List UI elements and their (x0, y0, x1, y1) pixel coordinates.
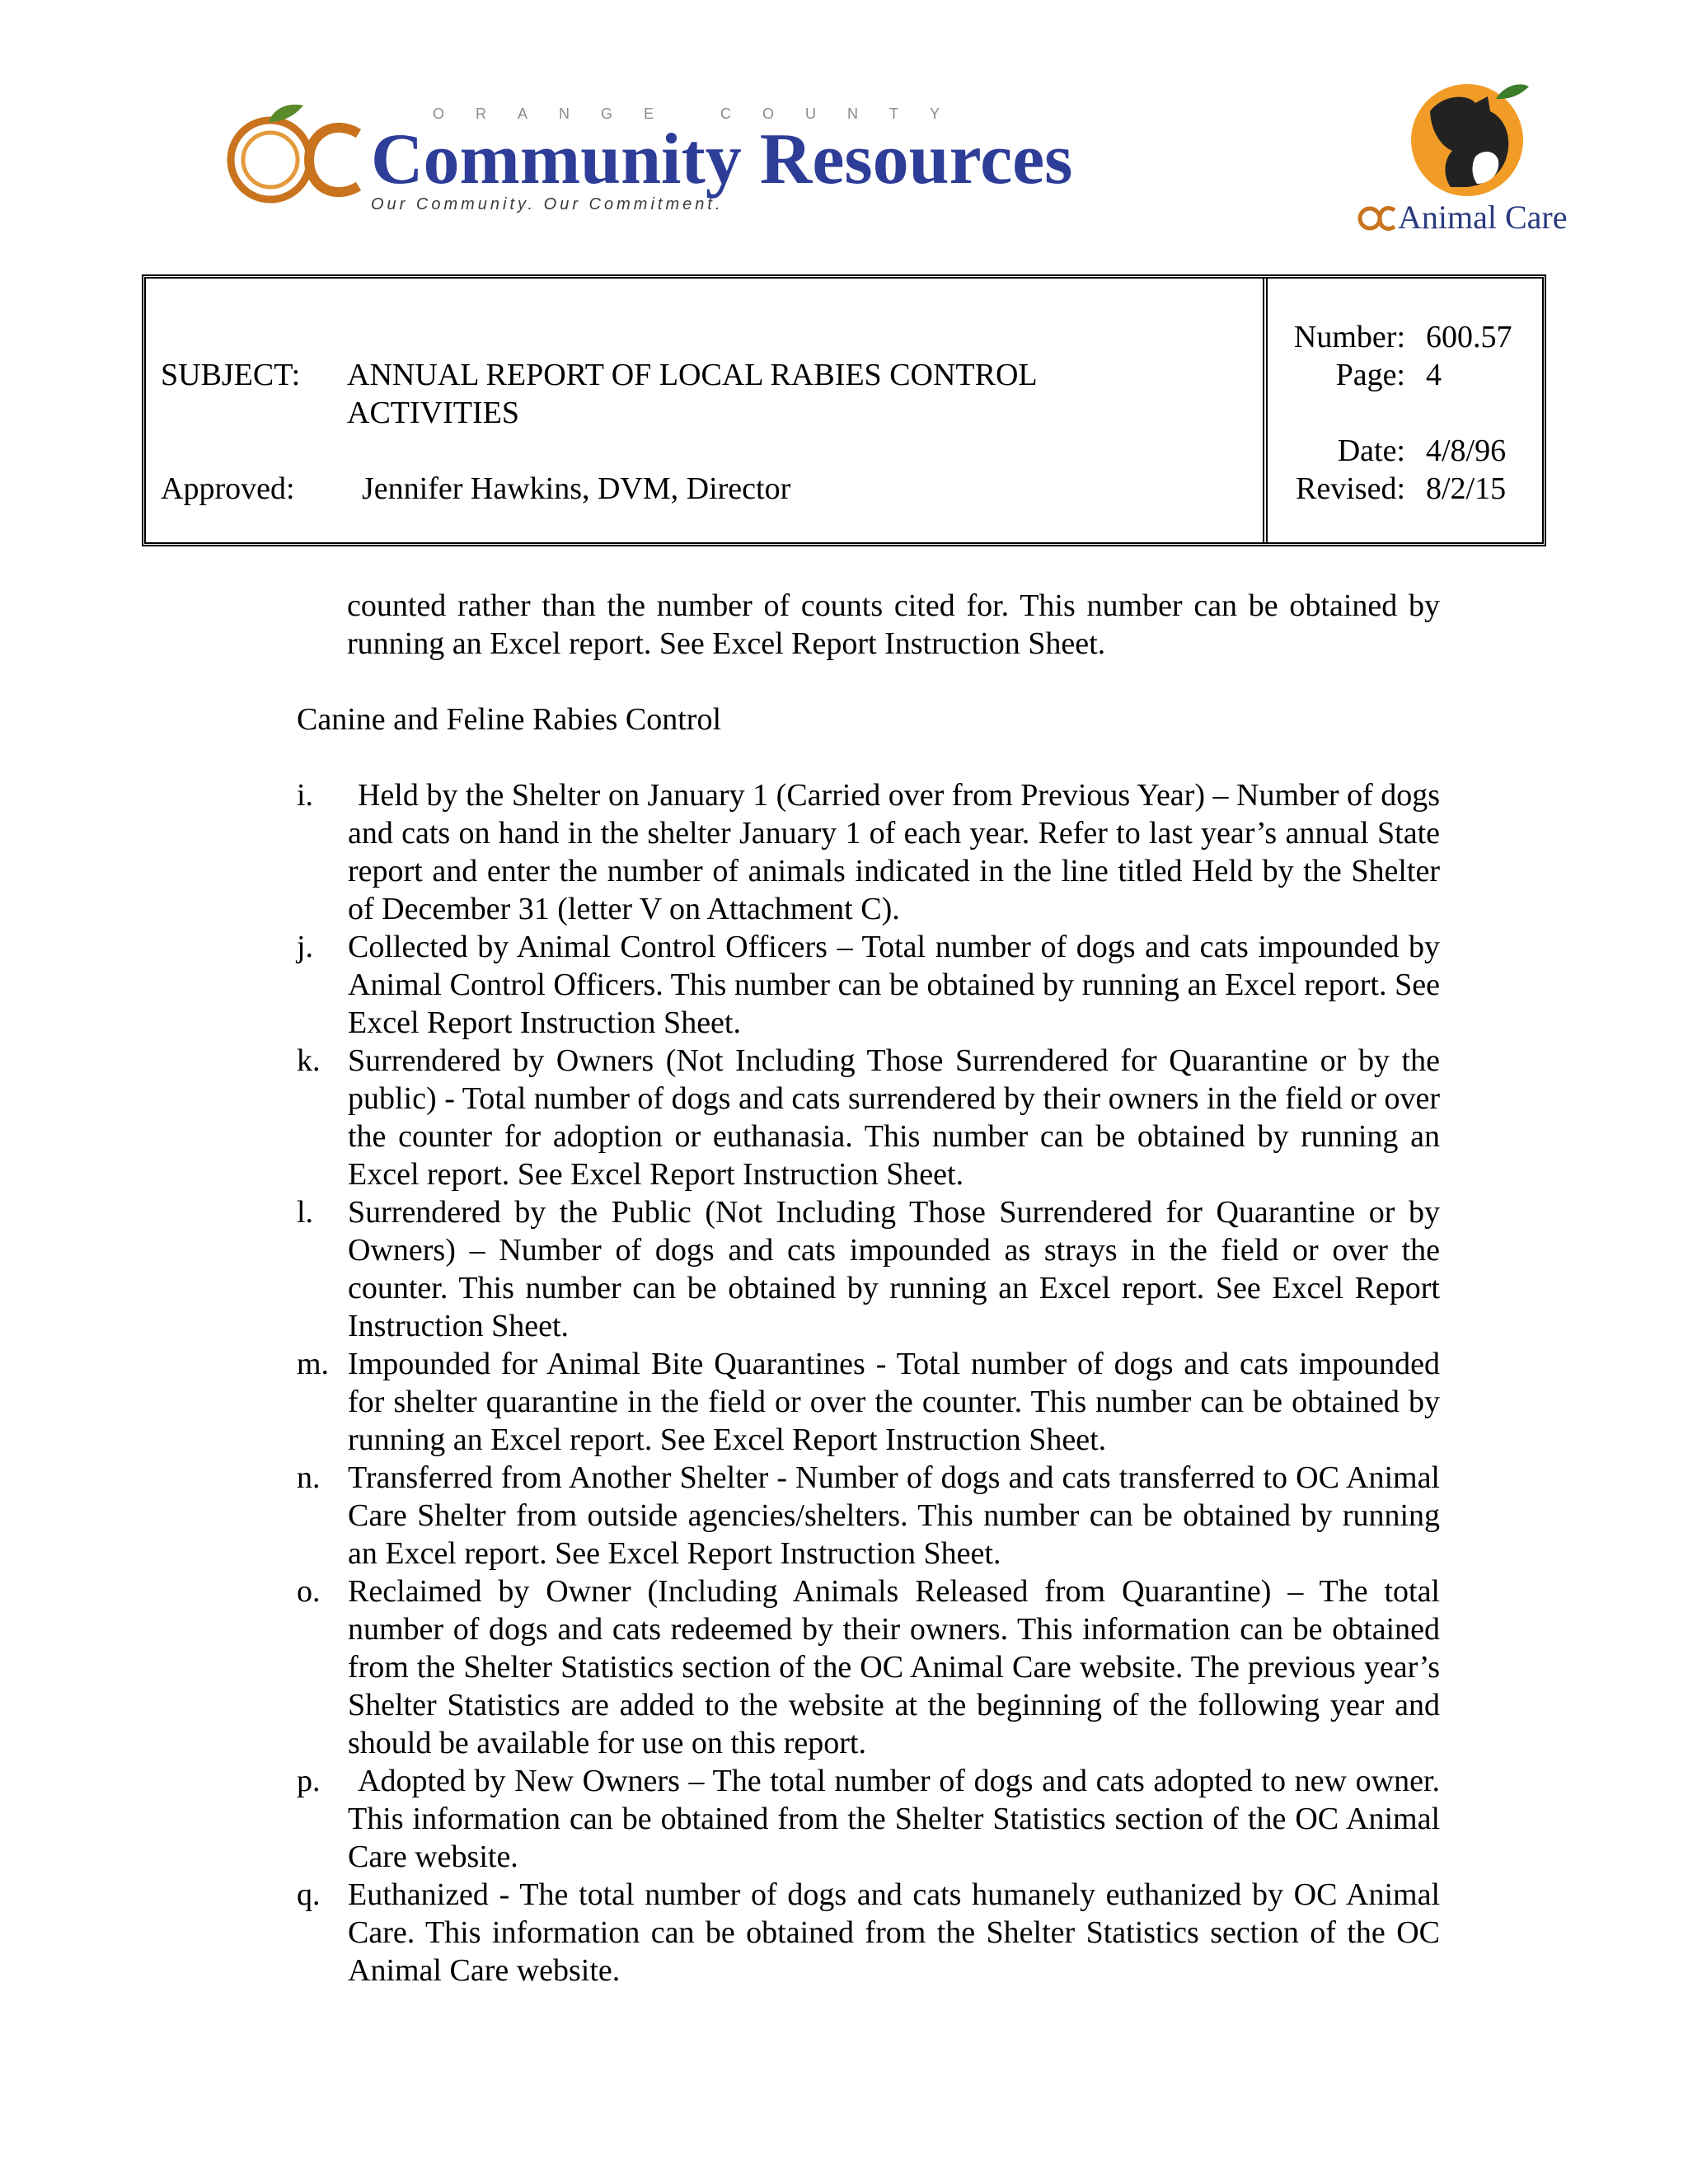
logo-main-text: Community Resources (371, 120, 1073, 199)
oc-animal-care-logo (1352, 78, 1570, 239)
number-value: 600.57 (1426, 320, 1512, 354)
list-item-text: Collected by Animal Control Officers – Total number of dogs and cats impounded by Animal Control Officers. This number can be obtained by running an Excel report. See Excel Report Instruction Sheet. (348, 930, 1440, 1040)
subject-line-2: ACTIVITIES (347, 396, 519, 430)
list-marker: l. (297, 1195, 314, 1230)
oc-community-resources-logo (223, 101, 1236, 216)
approved-value: Jennifer Hawkins, DVM, Director (362, 471, 791, 506)
list-item-text: Transferred from Another Shelter - Number of dogs and cats transferred to OC Animal Care Shelter from outside agencies/shelters. This number can be obtained by running an Excel report. See Excel Report Instruction Sheet. (348, 1460, 1440, 1571)
list-marker: j. (297, 930, 314, 964)
list-item-text: Surrendered by the Public (Not Including Those Surrendered for Quarantine or by Owners) – Number of dogs and cats impounded as strays in the field or over the counter. This number can be obtained by running an Excel report. See Excel Report Instruction Sheet. (348, 1195, 1440, 1343)
continuation-paragraph: counted rather than the number of counts cited for. This number can be obtained by running an Excel report. See Excel Report Instruction Sheet. (347, 588, 1440, 661)
list-marker: m. (297, 1347, 330, 1381)
list-marker: n. (297, 1460, 321, 1495)
list-item-text: Impounded for Animal Bite Quarantines - Total number of dogs and cats impounded for shelter quarantine in the field or over the counter. This number can be obtained by running an Excel report. See Excel Report Instruction Sheet. (348, 1347, 1440, 1457)
subject-line-1: ANNUAL REPORT OF LOCAL RABIES CONTROL (347, 358, 1038, 392)
list-item-text: Surrendered by Owners (Not Including Those Surrendered for Quarantine or by the public) - Total number of dogs and cats surrendered by their owners in the field or over the counter for adoption or euthanasia. This number can be obtained by running an Excel report. See Excel Report Instruction Sheet. (348, 1043, 1440, 1192)
date-label: Date: (1337, 434, 1405, 468)
oc-orange-mark (231, 105, 359, 199)
approved-label: Approved: (161, 471, 295, 506)
svg-text:Animal Care: Animal Care (1398, 199, 1568, 236)
list-marker: k. (297, 1043, 321, 1078)
list-marker: o. (297, 1574, 321, 1609)
list-item-text: Euthanized - The total number of dogs and cats humanely euthanized by OC Animal Care. This information can be obtained from the Shelter Statistics section of the OC Animal Care website. (348, 1877, 1440, 1988)
number-label: Number: (1293, 320, 1405, 354)
list-item-text: Held by the Shelter on January 1 (Carried over from Previous Year) – Number of dogs and cats on hand in the shelter January 1 of each year. Refer to last year’s annual State report and enter the number of animals indicated in the line titled Held by the Shelter of December 31 (letter V on Attachment C). (348, 778, 1440, 926)
list-marker: q. (297, 1877, 321, 1912)
date-value: 4/8/96 (1426, 434, 1507, 468)
list-item-text: Reclaimed by Owner (Including Animals Released from Quarantine) – The total number of dogs and cats redeemed by their owners. This information can be obtained from the Shelter Statistics section of the OC Animal Care website. The previous year’s Shelter Statistics are added to the website at the beginning of the following year and should be available for use on this report. (348, 1574, 1440, 1760)
revised-label: Revised: (1296, 471, 1405, 506)
page-value: 4 (1426, 358, 1442, 392)
logo-tagline: Our Community. Our Commitment. (371, 195, 724, 213)
header-divider (1263, 279, 1268, 542)
header-table (142, 274, 1546, 546)
list-marker: p. (297, 1764, 321, 1798)
logo-top-text: ORANGE COUNTY (433, 105, 972, 122)
revised-value: 8/2/15 (1426, 471, 1507, 506)
section-title: Canine and Feline Rabies Control (297, 702, 722, 737)
list-marker: i. (297, 778, 314, 813)
list-item-text: Adopted by New Owners – The total number of dogs and cats adopted to new owner. This information can be obtained from the Shelter Statistics section of the OC Animal Care website. (348, 1764, 1440, 1874)
subject-label: SUBJECT: (161, 358, 301, 392)
page-label: Page: (1335, 358, 1405, 392)
animal-care-wordmark (1360, 199, 1568, 236)
